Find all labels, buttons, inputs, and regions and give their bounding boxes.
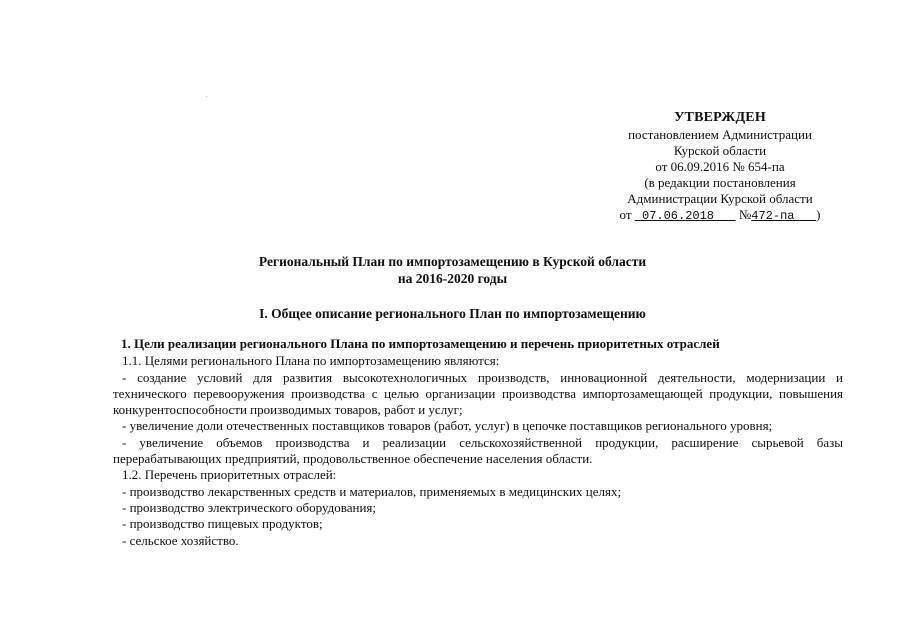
approval-line: постановлением Администрации — [628, 127, 812, 142]
document-title-line: на 2016-2020 годы — [397, 271, 508, 286]
approval-amendment-line — [600, 207, 840, 224]
scan-speck — [206, 96, 207, 97]
approval-line: от 06.09.2016 № 654-па — [655, 159, 785, 174]
section-title: I. Общее описание регионального План по импортозамещению — [259, 306, 646, 321]
approval-line: (в редакции постановления — [644, 175, 796, 190]
amendment-number-label: № — [738, 207, 752, 222]
goal-item: - увеличение объемов производства и реализации сельскохозяйственной продукции, расширение сырьевой базы перерабатывающих предприятий, продовольственное обеспечение населения области. — [113, 434, 843, 467]
approval-line: Администрации Курской области — [627, 191, 813, 206]
approval-stamp — [600, 110, 840, 224]
approval-line: Курской области — [673, 143, 767, 158]
goals-intro: 1.1. Целями регионального Плана по импортозамещению являются: — [122, 353, 500, 369]
amendment-number: 472-па — [751, 209, 795, 223]
amendment-closing: ) — [816, 207, 821, 222]
goal-item: - создание условий для развития высокотехнологичных производств, инновационной деятельности, модернизации и технического перевооружения производства с целью организации производства импортозамещающей продукции, повышения конкурентоспособности производимых товаров, работ и услуг; — [113, 369, 843, 418]
sectors-intro: 1.2. Перечень приоритетных отраслей: — [122, 467, 337, 483]
amendment-date: 07.06.2018 — [642, 209, 715, 223]
document-body — [113, 336, 843, 549]
goal-item: - увеличение доли отечественных поставщиков товаров (работ, услуг) в цепочке поставщиков регионального уровня; — [122, 418, 773, 434]
document-title — [0, 253, 905, 287]
subsection-heading: 1. Цели реализации регионального Плана по импортозамещению и перечень приоритетных отраслей — [121, 336, 720, 351]
sector-item: - производство пищевых продуктов; — [122, 516, 323, 532]
sector-item: - производство электрического оборудования; — [122, 499, 377, 515]
sector-item: - производство лекарственных средств и материалов, применяемых в медицинских целях; — [122, 483, 622, 499]
amendment-from-label: от — [619, 207, 632, 222]
sector-item: - сельское хозяйство. — [122, 532, 239, 548]
document-title-line: Региональный План по импортозамещению в Курской области — [258, 254, 647, 269]
approval-title: УТВЕРЖДЕН — [674, 110, 766, 125]
